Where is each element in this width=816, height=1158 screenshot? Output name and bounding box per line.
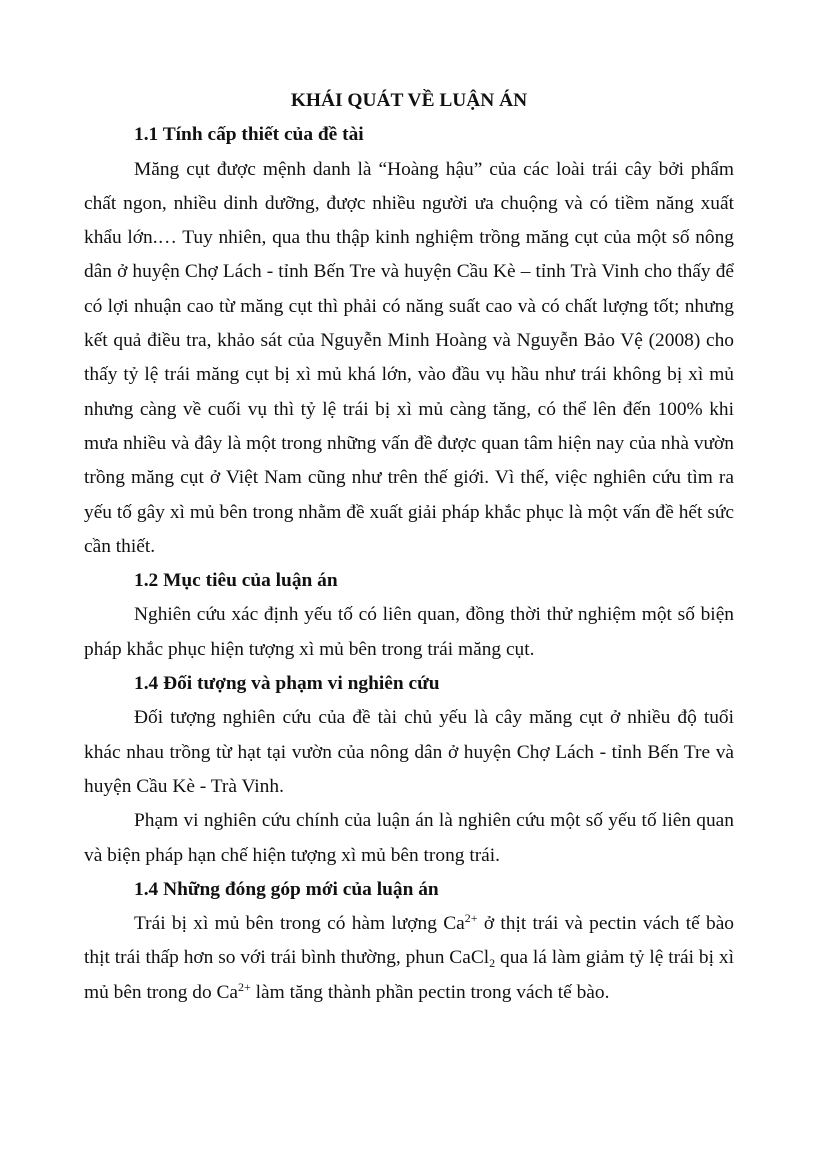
contrib-text-1: Trái bị xì mủ bên trong có hàm lượng Ca [134,913,465,935]
calcium-charge-superscript: 2+ [464,911,478,926]
paragraph-contributions [84,907,734,1010]
section-heading-objectives: 1.2 Mục tiêu của luận án [134,570,338,592]
contrib-text-2: ở thịt trái và pectin vách tế bào thịt trái thấp hơn so với trái bình thường, phun CaCl [84,913,734,969]
document-body [84,84,734,1010]
paragraph-urgency: Măng cụt được mệnh danh là “Hoàng hậu” của các loài trái cây bởi phẩm chất ngon, nhiều dinh dưỡng, được nhiều người ưa chuộng và có tiềm năng xuất khẩu lớn.… Tuy nhiên, qua thu thập kinh nghiệm trồng măng cụt của một số nông dân ở huyện Chợ Lách - tỉnh Bến Tre và huyện Cầu Kè – tỉnh Trà Vinh cho thấy để có lợi nhuận cao từ măng cụt thì phải có năng suất cao và có chất lượng tốt; nhưng kết quả điều tra, khảo sát của Nguyễn Minh Hoàng và Nguyễn Bảo Vệ (2008) cho thấy tỷ lệ trái măng cụt bị xì mủ khá lớn, vào đầu vụ hầu như trái không bị xì mủ nhưng càng về cuối vụ thì tỷ lệ trái bị xì mủ càng tăng, có thể lên đến 100% khi mưa nhiều và đây là một trong những vấn đề được quan tâm hiện nay của nhà vườn trồng măng cụt ở Việt Nam cũng như trên thế giới. Vì thế, việc nghiên cứu tìm ra yếu tố gây xì mủ bên trong nhằm đề xuất giải pháp khắc phục là một vấn đề hết sức cần thiết. [84,158,734,557]
section-heading-contributions: 1.4 Những đóng góp mới của luận án [134,878,439,900]
document-title: KHÁI QUÁT VỀ LUẬN ÁN [290,90,528,111]
section-heading-urgency: 1.1 Tính cấp thiết của đề tài [134,124,364,146]
paragraph-objectives: Nghiên cứu xác định yếu tố có liên quan, đồng thời thử nghiệm một số biện pháp khắc phục hiện tượng xì mủ bên trong trái măng cụt. [84,604,734,660]
contrib-text-3: qua lá làm giảm tỷ lệ trái bị xì mủ bên trong do Ca [84,947,734,1003]
calcium-charge-superscript-2: 2+ [238,979,251,994]
paragraph-research-subject: Đối tượng nghiên cứu của đề tài chủ yếu là cây măng cụt ở nhiều độ tuổi khác nhau trồng từ hạt tại vườn của nông dân ở huyện Chợ Lách - tỉnh Bến Tre và huyện Cầu Kè - Trà Vinh. [84,707,734,797]
paragraph-research-scope: Phạm vi nghiên cứu chính của luận án là nghiên cứu một số yếu tố liên quan và biện pháp hạn chế hiện tượng xì mủ bên trong trái. [84,810,734,866]
section-heading-scope: 1.4 Đối tượng và phạm vi nghiên cứu [134,673,440,695]
chloride-subscript: 2 [489,956,496,971]
contrib-text-4: làm tăng thành phần pectin trong vách tế bào. [250,981,610,1003]
